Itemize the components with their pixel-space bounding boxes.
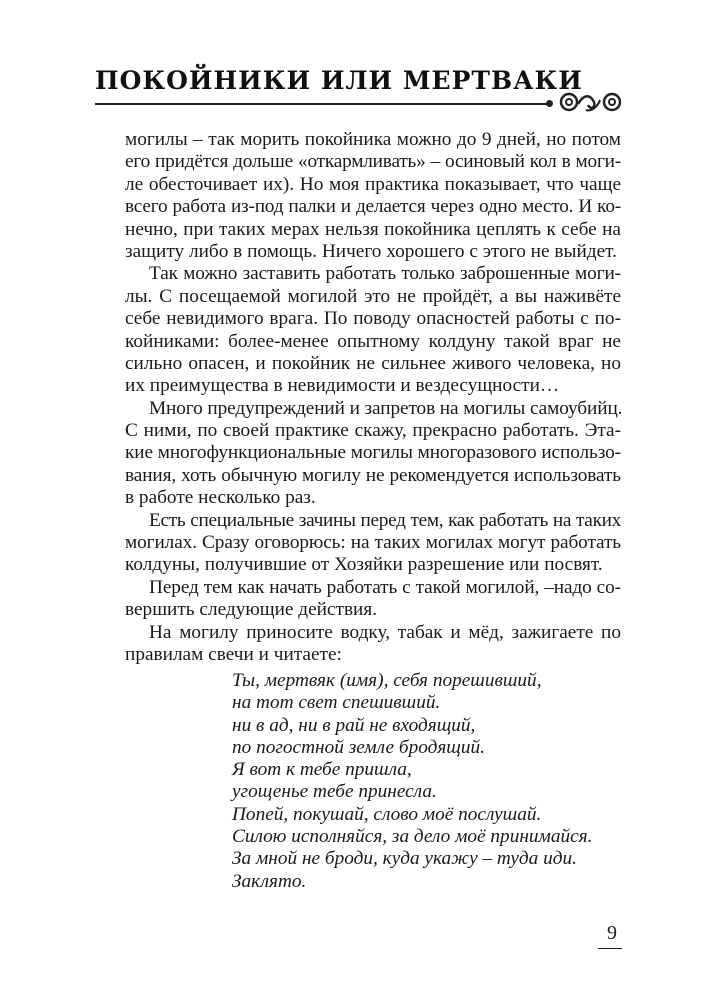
text-line: его придётся дольше «откармливать» – осиновый кол в моги- [125, 151, 621, 173]
verse-line: на тот свет спешивший. [232, 692, 441, 714]
text-line: колдуны, получившие от Хозяйки разрешение или посвят. [125, 554, 603, 576]
page-number-rule [598, 948, 622, 949]
text-line: С ними, по своей практике скажу, прекрасно работать. Эта- [125, 420, 621, 442]
text-line: защиту либо в помощь. Ничего хорошего с этого не выйдет. [125, 240, 617, 262]
body-text [125, 129, 621, 666]
header-rule-dot [546, 100, 553, 107]
paragraph [125, 510, 621, 577]
header-rule [95, 103, 550, 105]
text-line: могилы – так морить покойника можно до 9 дней, но потом [125, 129, 621, 150]
verse-line: Попей, покушай, слово моё послушай. [232, 803, 542, 825]
text-line: лы. С посещаемой могилой это не пройдёт, а вы наживёте [125, 285, 621, 307]
page-number: 9 [607, 922, 617, 944]
verse-line: угощенье тебе принесла. [232, 781, 437, 803]
verse-line: Заклято. [232, 870, 307, 892]
text-line: сильно опасен, и покойник не сильнее живого человека, но [125, 352, 621, 374]
text-line: Перед тем как начать работать с такой могилой, –надо со- [149, 576, 621, 598]
verse-line: Силою исполняйся, за дело моё принимайся. [232, 826, 593, 848]
text-line: койниками: более-менее опытному колдуну такой враг не [125, 330, 621, 352]
text-line: вершить следующие действия. [125, 599, 378, 621]
verse-line: Ты, мертвяк (имя), себя порешивший, [232, 670, 542, 691]
text-line: Есть специальные зачины перед тем, как работать на таких [149, 509, 621, 531]
text-line: На могилу приносите водку, табак и мёд, зажигаете по [149, 621, 621, 643]
text-line: их преимущества в невидимости и вездесущности… [125, 375, 560, 397]
paragraph [125, 622, 621, 667]
running-header: ПОКОЙНИКИ ИЛИ МЕРТВАКИ [95, 66, 583, 95]
paragraph [125, 398, 621, 510]
verse-line: Я вот к тебе пришла, [232, 759, 412, 781]
text-line: Много предупреждений и запретов на могилы самоубийц. [149, 397, 623, 419]
verse-line: ни в ад, ни в рай не входящий, [232, 714, 476, 736]
text-line: всего работа из-под палки и делается через одно место. И ко- [125, 196, 621, 218]
text-line: вания, хоть обычную могилу не рекомендуется использовать [125, 464, 621, 486]
text-line: себе невидимого врага. По поводу опасностей работы с по- [125, 308, 621, 330]
incantation-verse [232, 670, 592, 893]
paragraph [125, 129, 621, 263]
text-line: Так можно заставить работать только заброшенные моги- [149, 263, 621, 285]
text-line: кие многофункциональные могилы многоразового использо- [125, 442, 621, 464]
verse-line: За мной не броди, куда укажу – туда иди. [232, 848, 577, 870]
text-line: могилах. Сразу оговорюсь: на таких могилах могут работать [125, 532, 621, 554]
text-line: в работе несколько раз. [125, 487, 316, 509]
text-line: правилам свечи и читаете: [125, 643, 342, 665]
paragraph [125, 577, 621, 622]
text-line: ле обесточивает их). Но моя практика показывает, что чаще [125, 173, 621, 195]
paragraph [125, 263, 621, 397]
verse-line: по погостной земле бродящий. [232, 736, 485, 758]
flourish-ornament-icon [556, 90, 626, 114]
text-line: нечно, при таких мерах нельзя покойника цеплять к себе на [125, 218, 621, 240]
